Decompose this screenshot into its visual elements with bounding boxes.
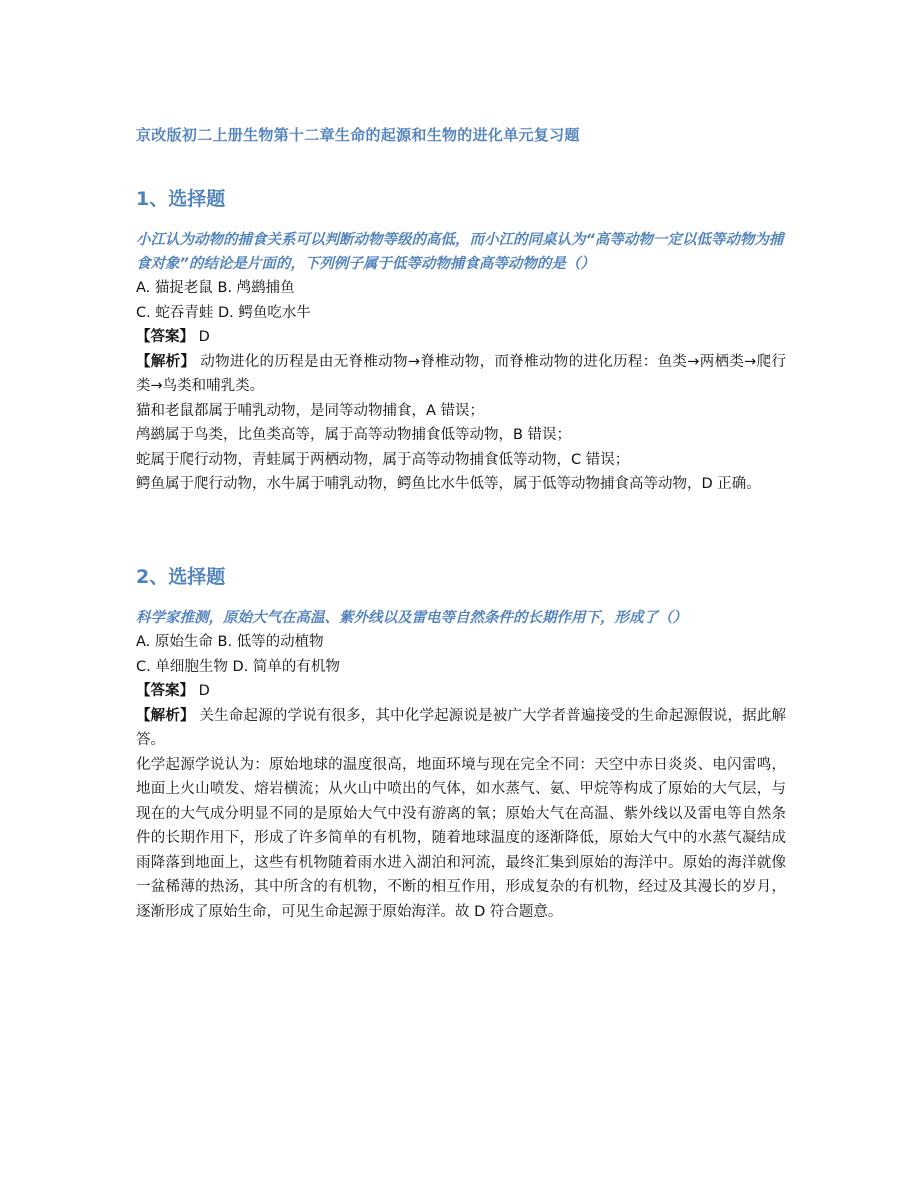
question-section-1 <box>136 184 786 497</box>
analysis-label: 【解析】 <box>136 707 195 724</box>
question-text: 科学家推测，原始大气在高温、紫外线以及雷电等自然条件的长期作用下，形成了（） <box>136 610 687 626</box>
section-heading: 1、选择题 <box>136 188 226 210</box>
options-line-1: A. 猫捉老鼠 B. 鸬鹚捕鱼 <box>136 280 295 296</box>
document-title: 京改版初二上册生物第十二章生命的起源和生物的进化单元复习题 <box>136 126 580 144</box>
answer-line <box>136 325 786 350</box>
analysis-text: 动物进化的历程是由无脊椎动物→脊椎动物，而脊椎动物的进化历程：鱼类→两栖类→爬行类→鸟类和哺乳类。 <box>136 353 786 394</box>
answer-line <box>136 679 786 704</box>
analysis-paragraph <box>136 350 786 399</box>
answer-value: D <box>198 329 210 345</box>
options-line-1: A. 原始生命 B. 低等的动植物 <box>136 634 324 650</box>
options-line-2: C. 蛇吞青蛙 D. 鳄鱼吃水牛 <box>136 304 311 321</box>
answer-label: 【答案】 <box>136 683 194 699</box>
section-heading: 2、选择题 <box>136 566 226 588</box>
question-section-2 <box>136 562 786 924</box>
analysis-paragraph <box>136 704 786 753</box>
analysis-paragraph: 化学起源学说认为：原始地球的温度很高，地面环境与现在完全不同：天空中赤日炎炎、电闪雷鸣，地面上火山喷发、熔岩横流；从火山中喷出的气体，如水蒸气、氨、甲烷等构成了原始的大气层，与现在的大气成分明显不同的是原始大气中没有游离的氧；原始大气在高温、紫外线以及雷电等自然条件的长期作用下，形成了许多简单的有机物，随着地球温度的逐渐降低，原始大气中的水蒸气凝结成雨降落到地面上，这些有机物随着雨水进入湖泊和河流，最终汇集到原始的海洋中。原始的海洋就像一盆稀薄的热汤，其中所含的有机物，不断的相互作用，形成复杂的有机物，经过及其漫长的岁月，逐渐形成了原始生命，可见生命起源于原始海洋。故 D 符合题意。 <box>136 756 786 920</box>
analysis-paragraph: 鳄鱼属于爬行动物，水牛属于哺乳动物，鳄鱼比水牛低等，属于低等动物捕食高等动物，D 正确。 <box>136 476 761 492</box>
question-text: 小江认为动物的捕食关系可以判断动物等级的高低，而小江的同桌认为“高等动物一定以低等动物为捕食对象”的结论是片面的，下列例子属于低等动物捕食高等动物的是（） <box>136 232 784 272</box>
analysis-text: 关生命起源的学说有很多，其中化学起源说是被广大学者普遍接受的生命起源假说，据此解答。 <box>136 707 787 748</box>
analysis-paragraph: 蛇属于爬行动物，青蛙属于两栖动物，属于高等动物捕食低等动物，C 错误； <box>136 451 630 468</box>
analysis-label: 【解析】 <box>136 353 196 370</box>
answer-value: D <box>198 683 210 699</box>
analysis-paragraph: 鸬鹚属于鸟类，比鱼类高等，属于高等动物捕食低等动物，B 错误； <box>136 427 572 443</box>
answer-label: 【答案】 <box>136 329 194 345</box>
options-line-2: C. 单细胞生物 D. 简单的有机物 <box>136 658 340 675</box>
analysis-paragraph: 猫和老鼠都属于哺乳动物，是同等动物捕食，A 错误； <box>136 402 485 419</box>
